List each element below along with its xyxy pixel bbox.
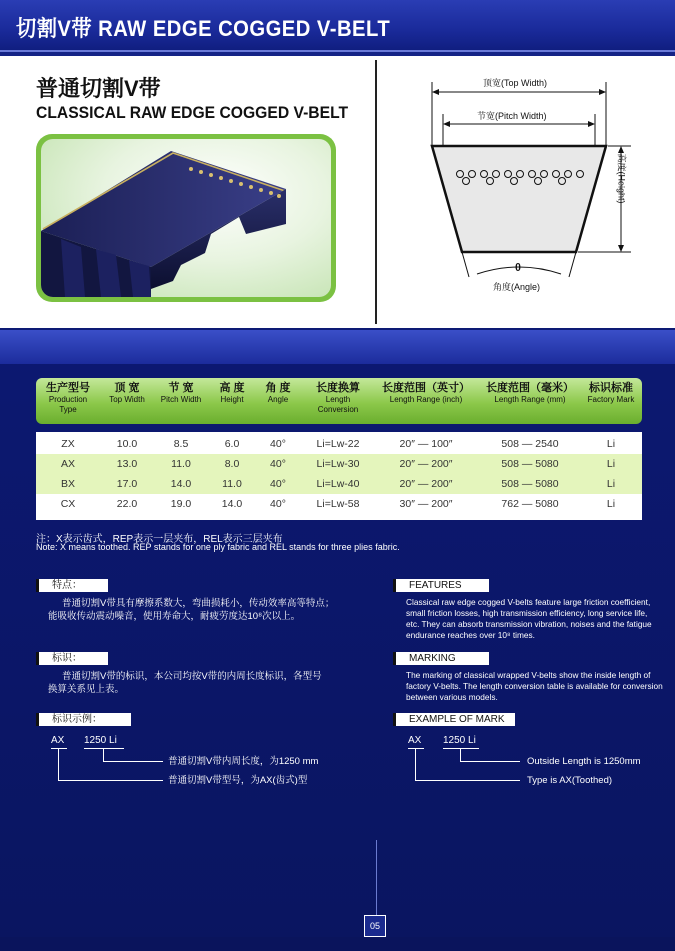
th-en: Top Width xyxy=(109,395,145,404)
label-text: 标识示例： xyxy=(52,714,102,725)
top-width-label: 顶宽(Top Width) xyxy=(483,78,548,88)
height-label: 高度(Height) xyxy=(616,153,627,204)
th-en: Length Range (mm) xyxy=(494,395,566,404)
label-bar xyxy=(36,713,39,726)
belt-photo xyxy=(41,139,331,297)
label-text: FEATURES xyxy=(409,580,462,591)
cell: Li=Lw-40 xyxy=(316,478,360,490)
cell: 40° xyxy=(270,458,286,470)
th-en: Length Conversion xyxy=(317,395,359,414)
cell: 40° xyxy=(270,478,286,490)
example-en-label xyxy=(393,713,515,726)
th-production-type xyxy=(38,382,98,415)
cell: 14.0 xyxy=(221,498,243,510)
footer-bar xyxy=(0,937,675,951)
example-cn-type: AX xyxy=(51,735,65,746)
features-en-text: Classical raw edge cogged V-belts feature large friction coefficient, small friction losses, high transmission efficiency, long service life, etc. They can absorb transmission vibration, noises and the fatigue endurance reaches over 10⁸ times. xyxy=(406,597,652,640)
th-cn: 生产型号 xyxy=(46,382,90,394)
note-en: Note: X means toothed. REP stands for one ply fabric and REL stands for three plies fabric. xyxy=(36,542,400,552)
page-number: 05 xyxy=(364,915,386,937)
connector xyxy=(415,780,520,781)
th-en: Production Type xyxy=(48,395,88,414)
table-row xyxy=(36,494,642,514)
cell: Li=Lw-22 xyxy=(316,438,360,450)
belt-photo-frame xyxy=(36,134,336,302)
label-bar xyxy=(393,579,396,592)
th-cn: 节 宽 xyxy=(168,382,194,394)
marking-en-label xyxy=(393,652,489,665)
connector xyxy=(460,761,520,762)
th-en: Factory Mark xyxy=(587,395,635,404)
label-bar xyxy=(36,579,39,592)
features-cn-text-1: 普通切割V带具有摩擦系数大，弯曲损耗小，传动效率高等特点； xyxy=(62,598,335,609)
cell: Li=Lw-58 xyxy=(316,498,360,510)
cell: 17.0 xyxy=(116,478,138,490)
note-cn: 注：X表示齿式，REP表示一层夹布，REL表示三层夹布 xyxy=(36,534,283,545)
example-en-length: 1250 Li xyxy=(443,735,476,746)
th-en: Pitch Width xyxy=(160,395,202,404)
th-factory-mark xyxy=(582,382,640,405)
connector xyxy=(408,748,424,749)
th-cn: 标识标准 xyxy=(589,382,633,394)
cell: Li xyxy=(606,438,616,450)
table-header xyxy=(36,378,642,424)
example-en-length-desc: Outside Length is 1250mm xyxy=(527,756,641,767)
cell: Li=Lw-30 xyxy=(316,458,360,470)
header-bar xyxy=(0,0,675,52)
cell: ZX xyxy=(61,438,75,450)
label-text: 标识： xyxy=(52,653,82,664)
cell: Li xyxy=(606,498,616,510)
decorative-band xyxy=(0,330,675,364)
th-en: Length Range (inch) xyxy=(389,395,463,404)
connector xyxy=(51,748,67,749)
th-cn: 长度换算 xyxy=(316,382,360,394)
th-top-width xyxy=(102,382,152,405)
marking-cn-label xyxy=(36,652,108,665)
cell: 508 — 2540 xyxy=(501,438,559,450)
cogged-belt-image xyxy=(41,139,331,297)
th-angle xyxy=(256,382,300,405)
label-bar xyxy=(36,652,39,665)
spec-table xyxy=(36,378,642,520)
table-row xyxy=(36,474,642,494)
marking-en-text: The marking of classical wrapped V-belts show the inside length of factory V-belts. The length conversion table is available for conversion between various models. xyxy=(406,670,663,702)
cell: 13.0 xyxy=(116,458,138,470)
connector xyxy=(84,748,124,749)
belt-cross-section-diagram xyxy=(405,62,665,324)
cell: 20″ — 100″ xyxy=(399,438,453,450)
cell: 20″ — 200″ xyxy=(399,478,453,490)
th-en: Height xyxy=(220,395,244,404)
th-cn: 长度范围（毫米） xyxy=(486,382,574,394)
footer-line xyxy=(376,840,377,915)
table-row xyxy=(36,454,642,474)
label-text: 特点： xyxy=(52,580,82,591)
cell: 40° xyxy=(270,438,286,450)
example-cn-length-desc: 普通切割V带内周长度，为1250 mm xyxy=(168,756,319,767)
cell: 508 — 5080 xyxy=(501,458,559,470)
example-en-type: AX xyxy=(408,735,422,746)
panel-divider xyxy=(375,60,377,324)
connector xyxy=(415,748,416,780)
cell: 19.0 xyxy=(170,498,192,510)
th-length-range-mm xyxy=(480,382,580,405)
example-cn-type-desc: 普通切割V带型号，为AX(齿式)型 xyxy=(168,775,308,786)
example-cn-length: 1250 Li xyxy=(84,735,117,746)
cell: 14.0 xyxy=(170,478,192,490)
table-body xyxy=(36,432,642,520)
connector xyxy=(460,748,461,761)
th-pitch-width xyxy=(154,382,208,405)
product-title-en: CLASSICAL RAW EDGE COGGED V-BELT xyxy=(36,104,349,122)
connector xyxy=(58,780,163,781)
example-cn-label xyxy=(36,713,131,726)
cell: 6.0 xyxy=(224,438,240,450)
table-row xyxy=(36,434,642,454)
header-title: 切割V带 RAW EDGE COGGED V-BELT xyxy=(16,16,391,41)
features-cn-label xyxy=(36,579,108,592)
product-title-cn: 普通切割V带 xyxy=(36,76,161,101)
cell: 40° xyxy=(270,498,286,510)
cell: CX xyxy=(60,498,76,510)
connector xyxy=(103,761,163,762)
theta-symbol: θ xyxy=(515,262,521,274)
cell: 11.0 xyxy=(171,458,191,470)
marking-cn-text-2: 换算关系见上表。 xyxy=(48,684,125,695)
cell: 10.0 xyxy=(116,438,138,450)
connector xyxy=(443,748,479,749)
label-text: EXAMPLE OF MARK xyxy=(409,714,505,725)
th-length-range-inch xyxy=(374,382,478,405)
cell: 11.0 xyxy=(222,478,242,490)
cell: AX xyxy=(60,458,75,470)
label-bar xyxy=(393,713,396,726)
cell: 30″ — 200″ xyxy=(399,498,453,510)
marking-cn-text-1: 普通切割V带的标识，本公司均按V带的内周长度标识，各型号 xyxy=(62,671,322,682)
th-height xyxy=(210,382,254,405)
cell: 8.5 xyxy=(173,438,189,450)
pitch-width-label: 节宽(Pitch Width) xyxy=(477,111,547,121)
angle-label: 角度(Angle) xyxy=(493,282,541,292)
th-cn: 角 度 xyxy=(265,382,291,394)
connector xyxy=(103,748,104,761)
cell: Li xyxy=(606,458,616,470)
cell: 8.0 xyxy=(224,458,240,470)
cell: 508 — 5080 xyxy=(501,478,559,490)
features-en-label xyxy=(393,579,489,592)
cell: Li xyxy=(606,478,616,490)
th-cn: 高 度 xyxy=(219,382,245,394)
th-en: Angle xyxy=(267,395,289,404)
label-bar xyxy=(393,652,396,665)
th-cn: 顶 宽 xyxy=(114,382,140,394)
example-en-type-desc: Type is AX(Toothed) xyxy=(527,775,613,786)
cell: 20″ — 200″ xyxy=(399,458,453,470)
th-cn: 长度范围（英寸） xyxy=(382,382,470,394)
label-text: MARKING xyxy=(409,653,456,664)
cell: 762 — 5080 xyxy=(501,498,559,510)
features-cn-text-2: 能吸收传动震动噪音，使用寿命大，耐疲劳度达10⁸次以上。 xyxy=(48,611,301,622)
cell: BX xyxy=(60,478,75,490)
th-length-conversion xyxy=(304,382,372,415)
cell: 22.0 xyxy=(116,498,138,510)
connector xyxy=(58,748,59,780)
